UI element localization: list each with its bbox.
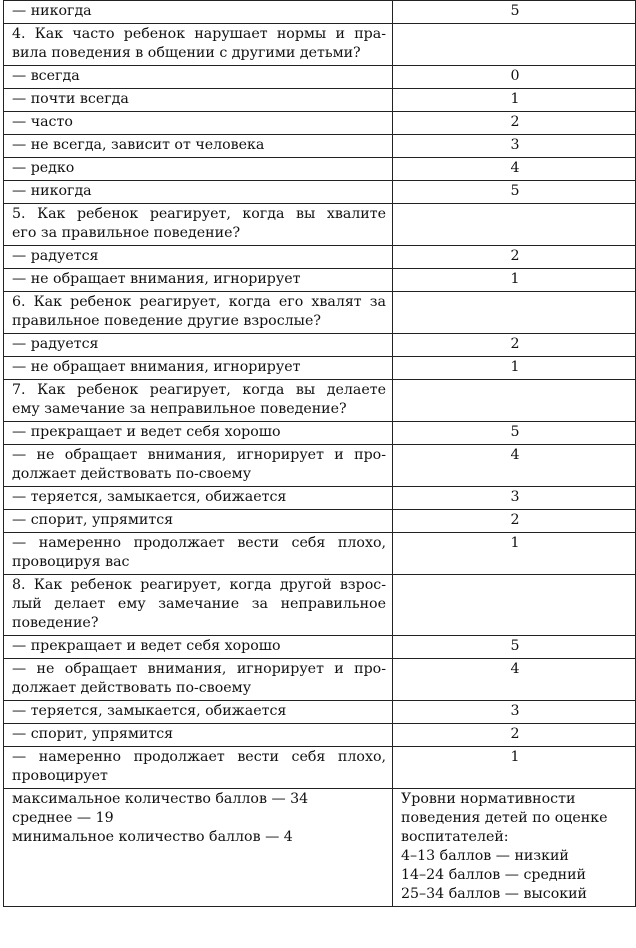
answer-text: — редко bbox=[4, 158, 393, 181]
question-row bbox=[4, 292, 636, 334]
score-cell: 2 bbox=[393, 724, 636, 747]
question-line: 7. Как ребенок реагирует, когда вы делаете bbox=[12, 382, 386, 398]
answer-text: — теряется, замыкается, обижается bbox=[4, 487, 393, 510]
answer-text: — теряется, замыкается, обижается bbox=[4, 701, 393, 724]
score-cell-empty bbox=[393, 380, 636, 422]
answer-row bbox=[4, 181, 636, 204]
answer-row bbox=[4, 533, 636, 575]
answer-line: — не обращает внимания, игнорирует и про- bbox=[12, 447, 386, 463]
answer-line: — намеренно продолжает вести себя плохо, bbox=[12, 535, 386, 551]
score-cell: 4 bbox=[393, 158, 636, 181]
question-line: 6. Как ребенок реагирует, когда его хвалят за bbox=[12, 294, 386, 310]
levels-line: воспитателей: bbox=[401, 829, 509, 845]
normativity-levels bbox=[393, 789, 636, 907]
question-line: его за правильное поведение? bbox=[12, 225, 241, 241]
answer-row bbox=[4, 659, 636, 701]
levels-line: поведения детей по оценке bbox=[401, 810, 608, 826]
answer-row bbox=[4, 89, 636, 112]
answer-row bbox=[4, 445, 636, 487]
question-row bbox=[4, 24, 636, 66]
question-line: вила поведения в общении с другими детьми? bbox=[12, 45, 361, 61]
score-cell-empty bbox=[393, 204, 636, 246]
question-row bbox=[4, 204, 636, 246]
answer-text: — спорит, упрямится bbox=[4, 510, 393, 533]
answer-text bbox=[4, 533, 393, 575]
score-cell: 2 bbox=[393, 246, 636, 269]
answer-row bbox=[4, 747, 636, 789]
question-text bbox=[4, 575, 393, 636]
question-line: ему замечание за неправильное поведение? bbox=[12, 401, 347, 417]
score-cell: 1 bbox=[393, 269, 636, 292]
answer-text: — всегда bbox=[4, 66, 393, 89]
score-cell: 3 bbox=[393, 135, 636, 158]
answer-text: — спорит, упрямится bbox=[4, 724, 393, 747]
score-cell-empty bbox=[393, 292, 636, 334]
answer-row bbox=[4, 269, 636, 292]
score-cell: 3 bbox=[393, 487, 636, 510]
answer-row bbox=[4, 112, 636, 135]
question-line: поведение? bbox=[12, 615, 99, 631]
score-cell: 1 bbox=[393, 357, 636, 380]
levels-line: 4–13 баллов — низкий bbox=[401, 848, 569, 864]
answer-text: — радуется bbox=[4, 246, 393, 269]
score-statistics bbox=[4, 789, 393, 907]
answer-line: провоцируя вас bbox=[12, 554, 130, 570]
answer-line: — намеренно продолжает вести себя плохо, bbox=[12, 749, 386, 765]
answer-text: — не всегда, зависит от человека bbox=[4, 135, 393, 158]
score-cell: 2 bbox=[393, 334, 636, 357]
answer-row bbox=[4, 487, 636, 510]
answer-row bbox=[4, 158, 636, 181]
score-cell: 1 bbox=[393, 89, 636, 112]
question-row bbox=[4, 575, 636, 636]
levels-line: 25–34 баллов — высокий bbox=[401, 886, 588, 902]
answer-row bbox=[4, 701, 636, 724]
score-cell: 5 bbox=[393, 636, 636, 659]
answer-row bbox=[4, 636, 636, 659]
answer-text: — почти всегда bbox=[4, 89, 393, 112]
score-cell: 1 bbox=[393, 747, 636, 789]
score-cell: 3 bbox=[393, 701, 636, 724]
answer-row bbox=[4, 334, 636, 357]
levels-line: 14–24 баллов — средний bbox=[401, 867, 586, 883]
answer-text bbox=[4, 747, 393, 789]
score-cell: 5 bbox=[393, 181, 636, 204]
answer-line: провоцирует bbox=[12, 768, 108, 784]
answer-text: — радуется bbox=[4, 334, 393, 357]
answer-line: — не обращает внимания, игнорирует и про- bbox=[12, 661, 386, 677]
score-cell: 5 bbox=[393, 1, 636, 24]
score-cell-empty bbox=[393, 24, 636, 66]
answer-text: — прекращает и ведет себя хорошо bbox=[4, 636, 393, 659]
statistics-line: среднее — 19 bbox=[12, 810, 114, 826]
answer-text: — не обращает внимания, игнорирует bbox=[4, 357, 393, 380]
answer-text bbox=[4, 659, 393, 701]
score-cell: 2 bbox=[393, 112, 636, 135]
score-cell: 4 bbox=[393, 445, 636, 487]
statistics-line: максимальное количество баллов — 34 bbox=[12, 791, 309, 807]
answer-line: должает действовать по-своему bbox=[12, 466, 252, 482]
answer-line: должает действовать по-своему bbox=[12, 680, 252, 696]
score-cell: 5 bbox=[393, 422, 636, 445]
answer-row bbox=[4, 510, 636, 533]
question-text bbox=[4, 292, 393, 334]
score-cell: 0 bbox=[393, 66, 636, 89]
answer-text: — не обращает внимания, игнорирует bbox=[4, 269, 393, 292]
answer-text: — никогда bbox=[4, 1, 393, 24]
question-line: 5. Как ребенок реагирует, когда вы хвалите bbox=[12, 206, 386, 222]
question-text bbox=[4, 204, 393, 246]
answer-row bbox=[4, 1, 636, 24]
answer-text: — часто bbox=[4, 112, 393, 135]
question-line: правильное поведение другие взрослые? bbox=[12, 313, 321, 329]
question-text bbox=[4, 380, 393, 422]
statistics-line: минимальное количество баллов — 4 bbox=[12, 829, 293, 845]
score-cell-empty bbox=[393, 575, 636, 636]
answer-row bbox=[4, 246, 636, 269]
answer-row bbox=[4, 422, 636, 445]
summary-row bbox=[4, 789, 636, 907]
table-body bbox=[4, 1, 636, 907]
question-line: 4. Как часто ребенок нарушает нормы и пра- bbox=[12, 26, 386, 42]
question-row bbox=[4, 380, 636, 422]
score-cell: 4 bbox=[393, 659, 636, 701]
answer-text: — прекращает и ведет себя хорошо bbox=[4, 422, 393, 445]
levels-line: Уровни нормативности bbox=[401, 791, 576, 807]
scoring-table bbox=[3, 0, 636, 907]
answer-text: — никогда bbox=[4, 181, 393, 204]
answer-row bbox=[4, 135, 636, 158]
answer-row bbox=[4, 66, 636, 89]
answer-text bbox=[4, 445, 393, 487]
question-line: 8. Как ребенок реагирует, когда другой взрос- bbox=[12, 577, 386, 593]
answer-row bbox=[4, 357, 636, 380]
score-cell: 2 bbox=[393, 510, 636, 533]
score-cell: 1 bbox=[393, 533, 636, 575]
question-text bbox=[4, 24, 393, 66]
answer-row bbox=[4, 724, 636, 747]
question-line: лый делает ему замечание за неправильное bbox=[12, 596, 386, 612]
